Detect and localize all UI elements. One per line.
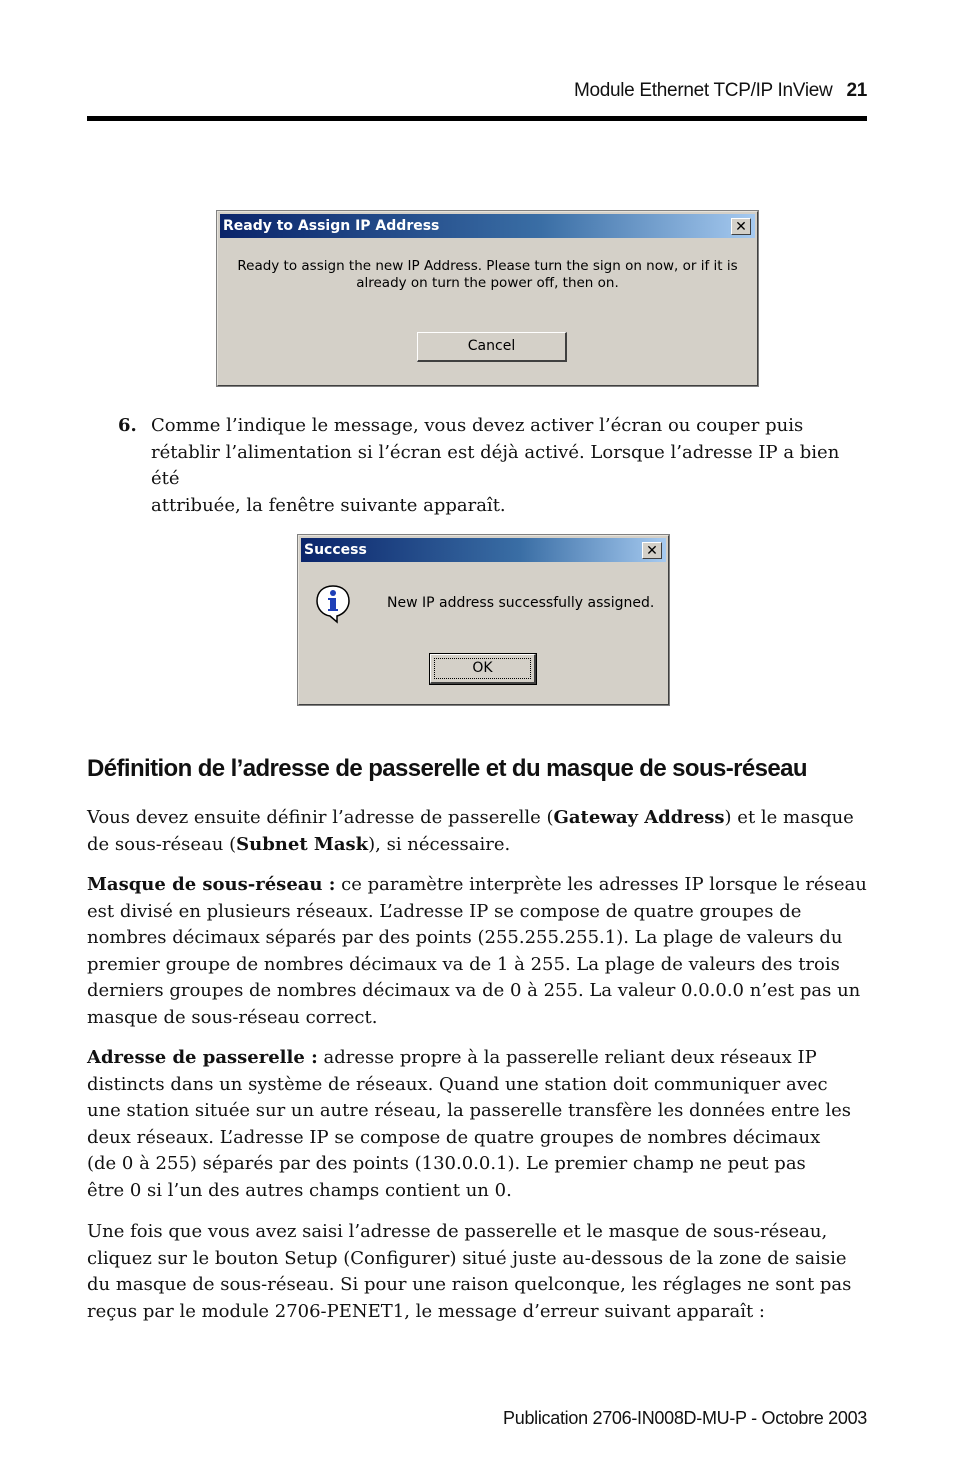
assign-ip-dialog-title: Ready to Assign IP Address (223, 218, 440, 234)
closing-line: cliquez sur le bouton Setup (Configurer) situé juste au-dessous de la zone de saisie (87, 1247, 847, 1269)
assign-ip-dialog-titlebar (220, 214, 755, 238)
page-number: 21 (846, 80, 867, 101)
closing-line: Une fois que vous avez saisi l’adresse de passerelle et le masque de sous-réseau, (87, 1221, 828, 1242)
gateway-line: Adresse de passerelle : adresse propre à la passerelle reliant deux réseaux IP (87, 1047, 817, 1068)
step-text (151, 413, 863, 519)
running-header (87, 80, 867, 110)
closing-line: reçus par le module 2706-PENET1, le message d’erreur suivant apparaît : (87, 1300, 765, 1322)
success-dialog-titlebar (301, 538, 666, 562)
gateway-label: Adresse de passerelle : (87, 1047, 318, 1068)
step-line: rétablir l’alimentation si l’écran est déjà activé. Lorsque l’adresse IP a bien été (151, 441, 840, 489)
gateway-line: deux réseaux. L’adresse IP se compose de quatre groupes de nombres décimaux (87, 1126, 821, 1148)
subnet-label: Masque de sous-réseau : (87, 874, 336, 895)
subnet-mask-paragraph (87, 872, 869, 1031)
close-icon[interactable]: ✕ (642, 542, 662, 559)
publication-footer: Publication 2706-IN008D-MU-P - Octobre 2003 (503, 1408, 867, 1428)
gateway-line: une station située sur un autre réseau, la passerelle transfère les données entre les (87, 1100, 851, 1121)
info-icon (315, 584, 351, 624)
subnet-line: masque de sous-réseau correct. (87, 1006, 378, 1028)
subnet-line: premier groupe de nombres décimaux va de 1 à 255. La plage de valeurs des trois (87, 953, 840, 975)
step-line: attribuée, la fenêtre suivante apparaît. (151, 494, 506, 516)
subnet-line: Masque de sous-réseau : ce paramètre interprète les adresses IP lorsque le réseau (87, 874, 867, 895)
subnet-line: nombres décimaux séparés par des points (255.255.255.1). La plage de valeurs du (87, 927, 843, 948)
gateway-line: être 0 si l’un des autres champs contient un 0. (87, 1179, 512, 1201)
close-icon[interactable]: ✕ (731, 218, 751, 235)
section-heading: Définition de l’adresse de passerelle et du masque de sous-réseau (87, 755, 807, 782)
ok-button[interactable] (430, 654, 536, 684)
assign-ip-dialog (217, 211, 758, 386)
step-line: Comme l’indique le message, vous devez activer l’écran ou couper puis (151, 415, 804, 436)
intro-paragraph (87, 805, 869, 858)
header-rule (87, 116, 867, 121)
gateway-line: distincts dans un système de réseaux. Quand une station doit communiquer avec (87, 1073, 828, 1095)
success-message: New IP address successfully assigned. (387, 595, 655, 611)
intro-line: de sous-réseau (Subnet Mask), si nécessaire. (87, 833, 511, 855)
ok-button-label: OK (472, 660, 493, 676)
assign-ip-message (228, 258, 747, 292)
subnet-line: derniers groupes de nombres décimaux va de 0 à 255. La valeur 0.0.0.0 n’est pas un (87, 980, 861, 1001)
success-dialog (298, 535, 669, 705)
subnet-line: est divisé en plusieurs réseaux. L’adresse IP se compose de quatre groupes de (87, 900, 802, 922)
cancel-button[interactable]: Cancel (417, 332, 567, 362)
success-dialog-title: Success (304, 542, 367, 558)
closing-paragraph (87, 1219, 869, 1325)
gateway-paragraph (87, 1045, 869, 1204)
header-title: Module Ethernet TCP/IP InView (573, 80, 833, 101)
gateway-line: (de 0 à 255) séparés par des points (130.0.0.1). Le premier champ ne peut pas (87, 1153, 806, 1174)
assign-ip-message-line1: Ready to assign the new IP Address. Please turn the sign on now, or if it is (237, 258, 738, 274)
assign-ip-message-line2: already on turn the power off, then on. (356, 275, 619, 291)
step-number: 6. (118, 415, 137, 436)
closing-line: du masque de sous-réseau. Si pour une raison quelconque, les réglages ne sont pas (87, 1274, 852, 1295)
intro-line: Vous devez ensuite définir l’adresse de passerelle (Gateway Address) et le masque (87, 807, 854, 828)
